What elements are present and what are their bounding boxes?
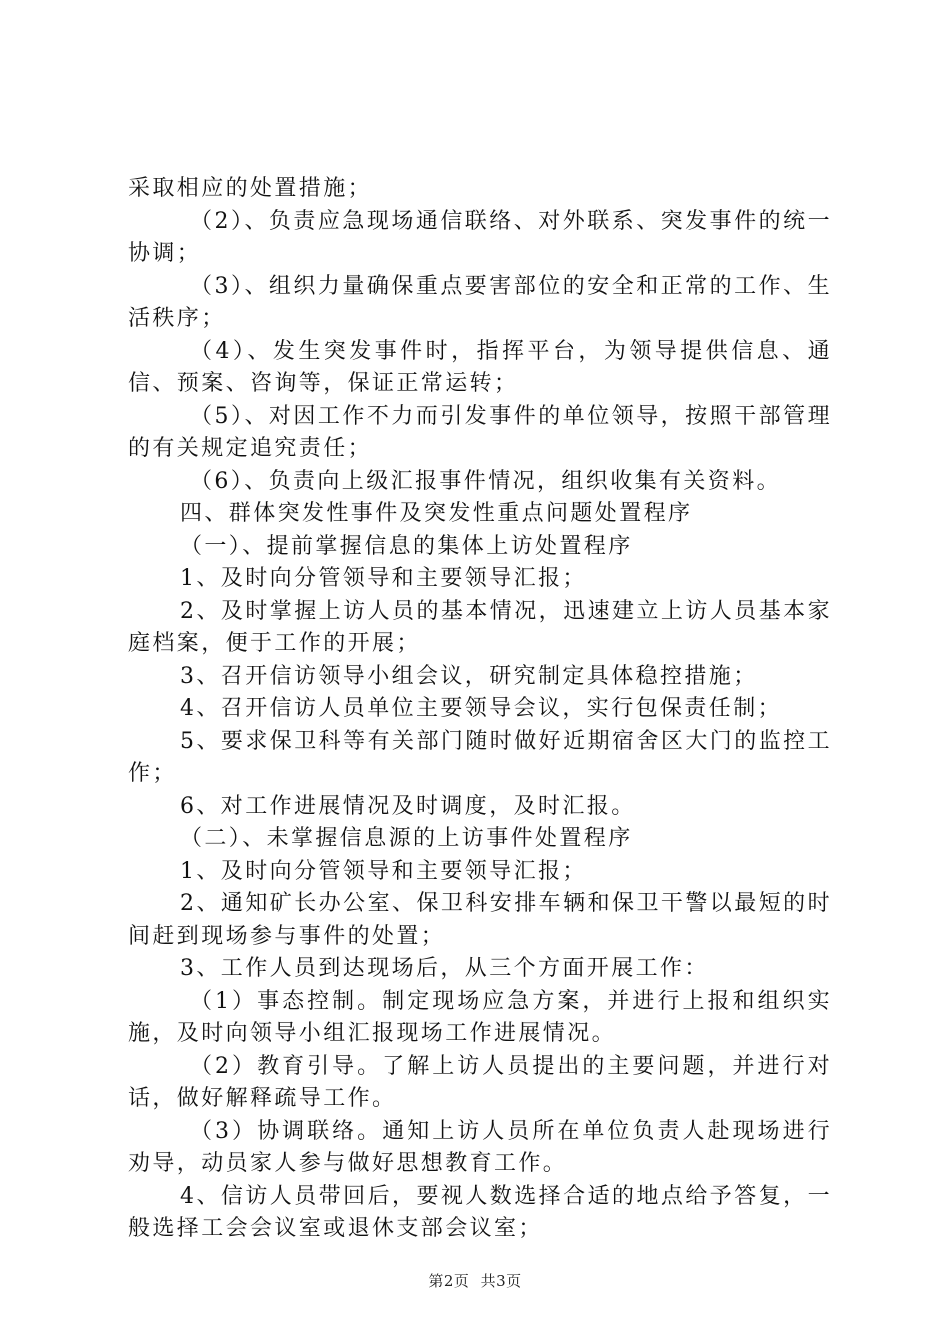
list-item: 1、及时向分管领导和主要领导汇报；: [180, 858, 587, 884]
paragraph: （5）、对因工作不力而引发事件的单位领导，按照干部管理的有关规定追究责任；: [128, 403, 832, 461]
list-item: 4、信访人员带回后，要视人数选择合适的地点给予答复，一般选择工会会议室或退休支部会议室；: [128, 1183, 832, 1241]
paragraph: 采取相应的处置措施；: [128, 176, 373, 201]
list-item: 3、工作人员到达现场后，从三个方面开展工作：: [180, 956, 709, 981]
list-item: 1、及时向分管领导和主要领导汇报；: [180, 566, 587, 591]
page-footer: [0, 1270, 950, 1291]
document-body: [128, 173, 832, 1246]
list-item: 4、召开信访人员单位主要领导会议，实行包保责任制；: [180, 696, 782, 721]
sub-list-item: （3）协调联络。通知上访人员所在单位负责人赴现场进行劝导，动员家人参与做好思想教育工作。: [128, 1118, 832, 1176]
page-total: 共3页: [480, 1272, 522, 1290]
paragraph: （4）、发生突发事件时，指挥平台，为领导提供信息、通信、预案、咨询等，保证正常运转；: [128, 338, 832, 396]
paragraph: （2）、负责应急现场通信联络、对外联系、突发事件的统一协调；: [128, 208, 832, 266]
list-item: 2、通知矿长办公室、保卫科安排车辆和保卫干警以最短的时间赶到现场参与事件的处置；: [128, 891, 832, 949]
list-item: 2、及时掌握上访人员的基本情况，迅速建立上访人员基本家庭档案，便于工作的开展；: [128, 598, 832, 656]
page-number: 第2页: [428, 1272, 470, 1290]
paragraph: （6）、负责向上级汇报事件情况，组织收集有关资料。: [190, 468, 781, 494]
list-item: 3、召开信访领导小组会议，研究制定具体稳控措施；: [180, 663, 758, 689]
section-heading: 四、群体突发性事件及突发性重点问题处置程序: [180, 501, 693, 526]
paragraph: （3）、组织力量确保重点要害部位的安全和正常的工作、生活秩序；: [128, 273, 832, 331]
subsection-heading: （二）、未掌握信息源的上访事件处置程序: [180, 826, 633, 851]
subsection-heading: （一）、提前掌握信息的集体上访处置程序: [180, 533, 633, 559]
sub-list-item: （1）事态控制。制定现场应急方案，并进行上报和组织实施，及时向领导小组汇报现场工作进展情况。: [128, 988, 832, 1046]
list-item: 5、要求保卫科等有关部门随时做好近期宿舍区大门的监控工作；: [128, 728, 832, 786]
list-item: 6、对工作进展情况及时调度，及时汇报。: [180, 793, 636, 819]
sub-list-item: （2）教育引导。了解上访人员提出的主要问题，并进行对话，做好解释疏导工作。: [128, 1053, 832, 1111]
